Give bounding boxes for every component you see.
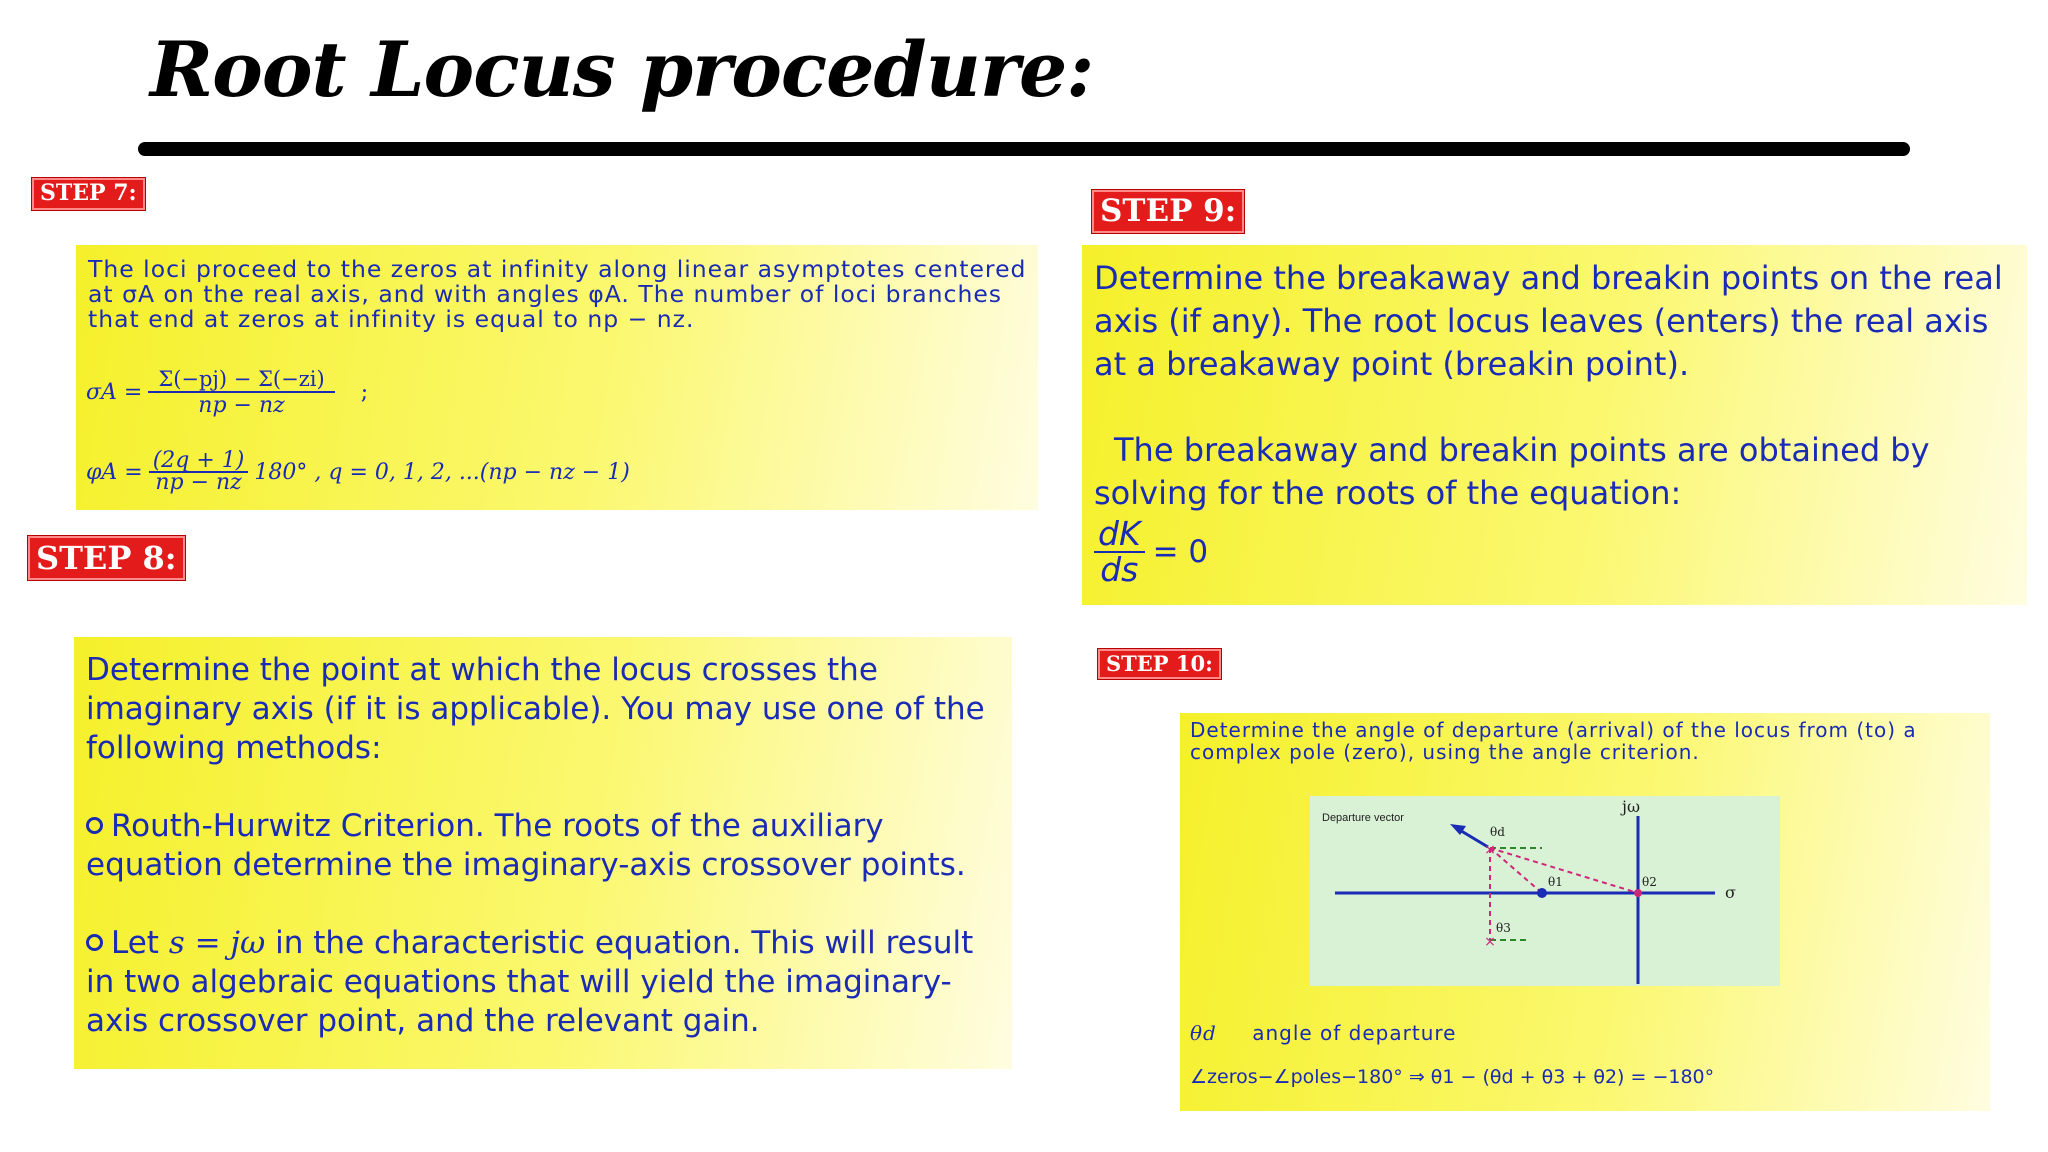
sigma-a-denominator: np − nz (198, 393, 285, 418)
step-10-panel (1180, 713, 1990, 1111)
phi-a-numerator: (2q + 1) (149, 451, 249, 473)
phi-a-fraction (149, 448, 249, 495)
step-8-bullet-2-prefix: Let (111, 925, 159, 961)
phi-a-tail: 180° , q = 0, 1, 2, ...(np − nz − 1) (254, 459, 630, 485)
departure-vector-label: Departure vector (1322, 812, 1404, 824)
real-zero-marker (1537, 888, 1547, 898)
ds-denominator: ds (1100, 550, 1139, 589)
theta-d-symbol: θd (1190, 1021, 1217, 1045)
jw-axis-label: jω (1622, 797, 1641, 816)
sigma-a-lhs: σA = (86, 380, 143, 405)
departure-angle-diagram (1310, 796, 1780, 986)
phi-a-equation (86, 448, 630, 495)
dk-ds-fraction (1094, 514, 1145, 589)
sigma-a-equation (86, 367, 368, 418)
step-7-panel (76, 245, 1038, 510)
step-8-bullet-1 (86, 807, 1000, 885)
theta-1-label: θ1 (1548, 875, 1563, 889)
step-8-bullet-2-text: in the characteristic equation. This will result in two algebraic equations that will yield the imaginary-axis crossover point, and the relevant gain. (86, 925, 974, 1039)
step-8-bullet-1-text: Routh-Hurwitz Criterion. The roots of the auxiliary equation determine the imaginary-axis crossover points. (86, 808, 966, 883)
dk-numerator: dK (1094, 517, 1145, 553)
sigma-a-fraction (148, 367, 334, 418)
lower-pole-marker: × (1484, 934, 1496, 950)
dk-ds-equation (1094, 514, 2015, 589)
sigma-a-tail: ; (360, 380, 369, 405)
phi-a-lhs: φA = (86, 459, 143, 485)
origin-pole-marker (1634, 889, 1642, 897)
step-8-badge: STEP 8: (28, 536, 185, 580)
step-8-bullet-2 (86, 924, 1000, 1041)
theta-d-definition (1190, 1021, 1456, 1045)
theta-d-description: angle of departure (1252, 1021, 1457, 1045)
page-title: Root Locus procedure: (150, 25, 1094, 114)
step-9-paragraph-1: Determine the breakaway and breakin points on the real axis (if any). The root locus leaves (enters) the real axis at a breakaway point (breakin point). (1094, 259, 2003, 383)
dk-ds-equals-zero: = 0 (1152, 534, 1209, 570)
bullet-circle-icon (86, 934, 103, 951)
root-locus-diagram-svg (1310, 796, 1780, 986)
step-10-text: Determine the angle of departure (arrival) of the locus from (to) a complex pole (zero), using the angle criterion. (1190, 718, 1917, 764)
departure-angle-equation: ∠zeros−∠poles−180° ⇒ θ1 − (θd + θ3 + θ2) = −180° (1190, 1066, 1715, 1088)
title-underline (138, 142, 1910, 156)
theta-d-label: θd (1490, 825, 1505, 839)
zero-vector-line (1490, 848, 1542, 893)
pole-vector-line (1490, 848, 1638, 893)
phi-a-denominator: np − nz (155, 470, 242, 495)
theta-2-label: θ2 (1642, 875, 1657, 889)
bullet-circle-icon (86, 817, 103, 834)
step-8-panel (74, 637, 1012, 1069)
step-10-badge: STEP 10: (1098, 649, 1221, 679)
sigma-axis-label: σ (1725, 883, 1736, 902)
theta-3-label: θ3 (1496, 921, 1511, 935)
step-9-badge: STEP 9: (1092, 190, 1244, 233)
step-7-badge: STEP 7: (32, 178, 145, 210)
sigma-a-numerator: Σ(−pj) − Σ(−zi) (148, 367, 334, 393)
step-9-paragraph-2: The breakaway and breakin points are obtained by solving for the roots of the equation: (1094, 431, 1930, 512)
step-9-panel (1082, 245, 2027, 605)
step-7-text: The loci proceed to the zeros at infinity along linear asymptotes centered at σA on the real axis, and with angles φA. The number of loci branches that end at zeros at infinity is equal to np − nz. (88, 255, 1027, 333)
step-8-intro: Determine the point at which the locus crosses the imaginary axis (if it is applicable). You may use one of the following methods: (86, 652, 985, 766)
upper-pole-marker: × (1484, 842, 1496, 858)
step-8-bullet-2-math: s = jω (168, 925, 266, 961)
